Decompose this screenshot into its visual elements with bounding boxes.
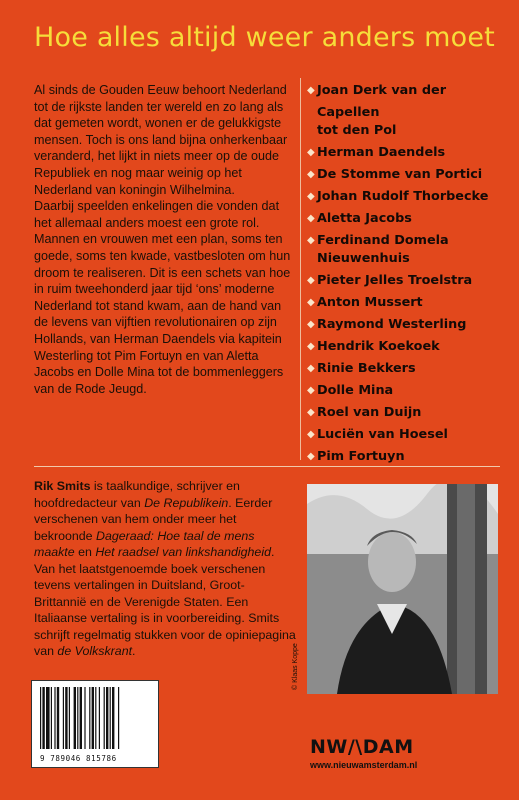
intro-text: [34, 82, 296, 397]
diamond-bullet-icon: ◆: [307, 169, 315, 180]
diamond-bullet-icon: ◆: [307, 297, 315, 308]
barcode-bar: [74, 687, 76, 749]
list-item: ◆ Herman Daendels: [307, 142, 507, 164]
list-item: ◆ Hendrik Koekoek: [307, 336, 507, 358]
list-item: ◆ Pieter Jelles Troelstra: [307, 270, 507, 292]
revolutionaries-list: [307, 80, 507, 468]
diamond-bullet-icon: ◆: [307, 235, 315, 246]
barcode-bar: [42, 687, 44, 749]
barcode-bar: [63, 687, 64, 749]
intro-paragraph-1: Al sinds de Gouden Eeuw behoort Nederland tot de rijkste landen ter wereld en zo lang als dat gemeten wordt, wonen er de gelukkigste mensen. Toch is ons land bijna onherkenbaar veranderd, het lijkt in niets meer op de oude Republiek en nog maar weinig op het Nederland van koningin Wilhelmina.: [34, 83, 288, 197]
publisher-url: www.nieuwamsterdam.nl: [310, 760, 418, 770]
intro-paragraph-2: Daarbij speelden enkelingen die vonden dat het allemaal anders moest een grote rol. Mannen en vrouwen met een plan, soms ten goede, soms ten kwade, vastbesloten om hun droom te realiseren. Dit is een schets van hoe in ruim tweehonderd jaar tijd ‘ons’ moderne Nederland tot stand kwam, aan de hand van de levens van vijftien revolutionairen op zijn Hollands, van Herman Daendels via kapitein Westerling tot Pim Fortuyn en van Aletta Jacobs en Dolle Mina tot de bommenleggers van de Rode Jeugd.: [34, 199, 291, 396]
barcode-bar: [57, 687, 59, 749]
barcode-bar: [65, 687, 67, 749]
list-item: ◆ Ferdinand Domela Nieuwenhuis: [307, 230, 507, 270]
list-item: ◆ Anton Mussert: [307, 292, 507, 314]
diamond-bullet-icon: ◆: [307, 275, 315, 286]
diamond-bullet-icon: ◆: [307, 319, 315, 330]
list-item: ◆ Aletta Jacobs: [307, 208, 507, 230]
barcode-bar: [77, 687, 78, 749]
diamond-bullet-icon: ◆: [307, 385, 315, 396]
barcode-bar: [118, 687, 119, 749]
book-title: Hoe alles altijd weer anders moet: [34, 22, 495, 53]
barcode-bar: [69, 687, 70, 749]
diamond-bullet-icon: ◆: [307, 147, 315, 158]
barcode-bar: [89, 687, 90, 749]
barcode-bars: [40, 687, 150, 749]
list-item: ◆ Luciën van Hoesel: [307, 424, 507, 446]
isbn-number: 9 789046 815786: [40, 754, 117, 763]
barcode-bar: [80, 687, 82, 749]
barcode-bar: [46, 687, 50, 749]
list-item: ◆ Pim Fortuyn: [307, 446, 507, 468]
barcode-bar: [112, 687, 114, 749]
publisher-logo: NW/\DAM: [310, 736, 414, 758]
diamond-bullet-icon: ◆: [307, 363, 315, 374]
diamond-bullet-icon: ◆: [307, 213, 315, 224]
diamond-bullet-icon: ◆: [307, 451, 315, 462]
list-item: ◆ Roel van Duijn: [307, 402, 507, 424]
barcode-bar: [95, 687, 96, 749]
list-item: ◆ Joan Derk van der Capellen tot den Pol: [307, 80, 507, 142]
list-item: ◆ De Stomme van Portici: [307, 164, 507, 186]
diamond-bullet-icon: ◆: [307, 407, 315, 418]
author-photo: [307, 484, 498, 694]
column-divider: [300, 78, 301, 460]
list-item: ◆ Rinie Bekkers: [307, 358, 507, 380]
author-name: Rik Smits: [34, 479, 91, 493]
diamond-bullet-icon: ◆: [307, 191, 315, 202]
diamond-bullet-icon: ◆: [307, 429, 315, 440]
barcode-bar: [99, 687, 100, 749]
author-bio: Rik Smits is taalkundige, schrijver en hoofdredacteur van De Republikein. Eerder verschenen van hem onder meer het bekroonde Dageraad: Hoe taal de mens maakte en Het raadsel van linkshandigheid. Van het laatstgenoemde boek verschenen tevens vertalingen in Duitsland, Groot-Brittannië en de Verenigde Staten. Een Italiaanse vertaling is in voorbereiding. Smits schrijft regelmatig stukken voor de opiniepagina van de Volkskrant.: [34, 479, 296, 658]
barcode-bar: [110, 687, 111, 749]
barcode: [31, 680, 159, 768]
barcode-bar: [92, 687, 94, 749]
author-portrait: [307, 484, 498, 694]
barcode-bar: [40, 687, 41, 749]
barcode-bar: [51, 687, 52, 749]
barcode-bar: [54, 687, 55, 749]
barcode-bar: [106, 687, 108, 749]
section-divider: [34, 466, 500, 467]
photo-credit: © Klaas Koppe: [292, 643, 299, 690]
list-item: ◆ Raymond Westerling: [307, 314, 507, 336]
barcode-bar: [84, 687, 85, 749]
list-item: ◆ Johan Rudolf Thorbecke: [307, 186, 507, 208]
diamond-bullet-icon: ◆: [307, 85, 315, 96]
diamond-bullet-icon: ◆: [307, 341, 315, 352]
barcode-bar: [104, 687, 105, 749]
list-item: ◆ Dolle Mina: [307, 380, 507, 402]
